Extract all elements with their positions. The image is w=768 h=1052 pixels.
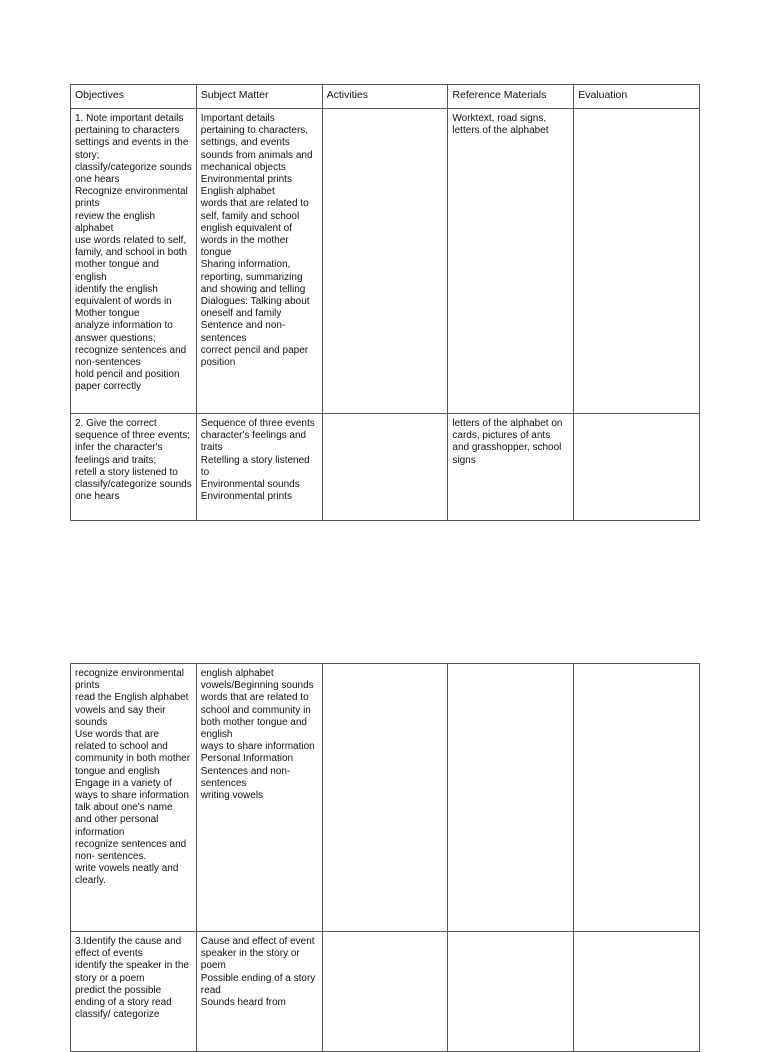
- evaluation-cell: [574, 664, 700, 932]
- reference-materials-cell: Worktext, road signs, letters of the alphabet: [448, 109, 574, 414]
- activities-cell: [322, 414, 448, 521]
- table-row: [71, 932, 700, 1052]
- subject-matter-cell: Important details pertaining to characters, settings, and events sounds from animals and mechanical objects Environmental prints English alphabet words that are related to self, family and school english equivalent of words in the mother tongue Sharing information, reporting, summarizing and showing and telling Dialogues: Talking about oneself and family Sentence and non-sentences correct pencil and paper position: [196, 109, 322, 414]
- evaluation-cell: [574, 109, 700, 414]
- objectives-cell: recognize environmental prints read the English alphabet vowels and say their sounds Use words that are related to school and community in both mother tongue and english Engage in a variety of ways to share information talk about one's name and other personal information recognize sentences and non- sentences. write vowels neatly and clearly.: [71, 664, 197, 932]
- reference-materials-cell: [448, 932, 574, 1052]
- objectives-cell: 1. Note important details pertaining to characters settings and events in the story; classify/categorize sounds one hears Recognize environmental prints review the english alphabet use words related to self, family, and school in both mother tongue and english identify the english equivalent of words in Mother tongue analyze information to answer questions; recognize sentences and non-sentences hold pencil and position paper correctly: [71, 109, 197, 414]
- objectives-cell: 3.Identify the cause and effect of events identify the speaker in the story or a poem predict the possible ending of a story read classify/ categorize: [71, 932, 197, 1052]
- header-subject-matter: Subject Matter: [196, 85, 322, 109]
- subject-matter-cell: Sequence of three events character's feelings and traits Retelling a story listened to Environmental sounds Environmental prints: [196, 414, 322, 521]
- activities-cell: [322, 932, 448, 1052]
- header-evaluation: Evaluation: [574, 85, 700, 109]
- reference-materials-cell: [448, 664, 574, 932]
- table-header-row: [71, 85, 700, 109]
- lesson-plan-table-1: [70, 84, 700, 521]
- evaluation-cell: [574, 932, 700, 1052]
- activities-cell: [322, 109, 448, 414]
- subject-matter-cell: english alphabet vowels/Beginning sounds words that are related to school and community in both mother tongue and english ways to share information Personal Information Sentences and non-sentences writing vowels: [196, 664, 322, 932]
- objectives-cell: 2. Give the correct sequence of three events; infer the character's feelings and traits; retell a story listened to classify/categorize sounds one hears: [71, 414, 197, 521]
- header-activities: Activities: [322, 85, 448, 109]
- table-row: [71, 109, 700, 414]
- header-reference-materials: Reference Materials: [448, 85, 574, 109]
- table-row: [71, 414, 700, 521]
- evaluation-cell: [574, 414, 700, 521]
- table-row: [71, 664, 700, 932]
- subject-matter-cell: Cause and effect of event speaker in the story or poem Possible ending of a story read Sounds heard from: [196, 932, 322, 1052]
- reference-materials-cell: letters of the alphabet on cards, pictures of ants and grasshopper, school signs: [448, 414, 574, 521]
- header-objectives: Objectives: [71, 85, 197, 109]
- activities-cell: [322, 664, 448, 932]
- lesson-plan-table-2: [70, 663, 700, 1052]
